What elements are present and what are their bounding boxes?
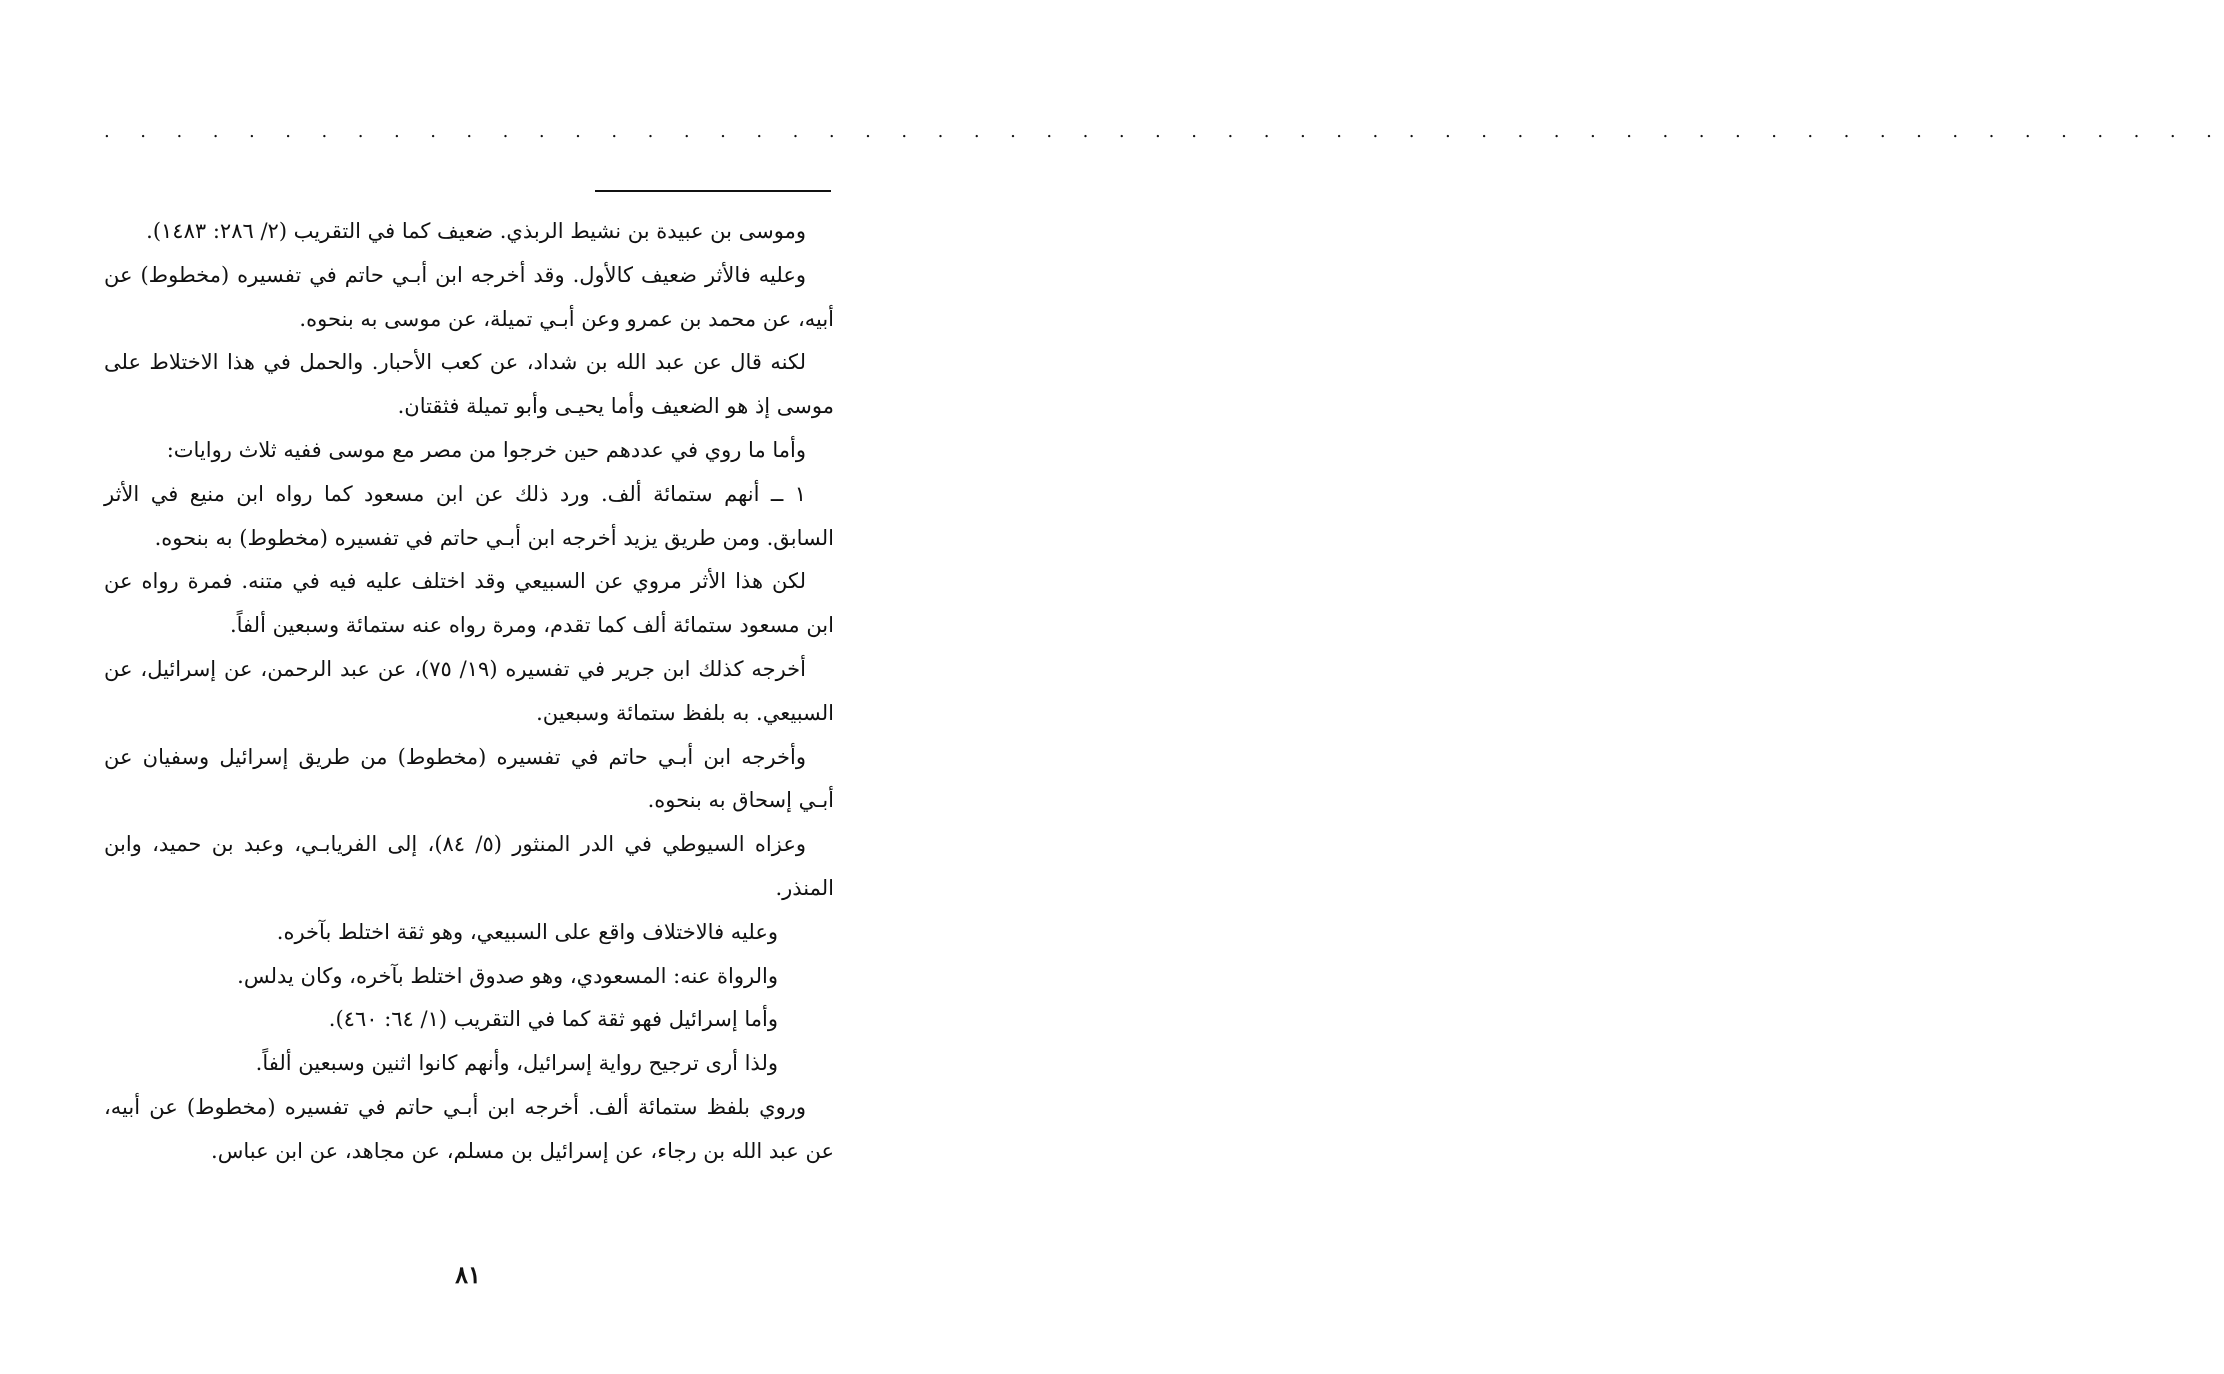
paragraph: وروي بلفظ ستمائة ألف. أخرجه ابن أبـي حاتم في تفسيره (مخطوط) عن أبيه، عن عبد الله بن رجاء، عن إسرائيل بن مسلم، عن مجاهد، عن ابن عباس.	[104, 1094, 834, 1163]
page-number: ٨١	[455, 1260, 481, 1289]
paragraph: وموسى بن عبيدة بن نشيط الربذي. ضعيف كما في التقريب (٢/ ٢٨٦: ١٤٨٣).	[146, 219, 806, 243]
paragraph: أخرجه كذلك ابن جرير في تفسيره (١٩/ ٧٥)، عن عبد الرحمن، عن إسرائيل، عن السبيعي. به بلفظ ستمائة وسبعين.	[104, 656, 834, 725]
footnote-rule	[595, 190, 831, 192]
paragraph: وأخرجه ابن أبـي حاتم في تفسيره (مخطوط) من طريق إسرائيل وسفيان عن أبـي إسحاق به بنحوه.	[104, 744, 834, 813]
paragraph: لكنه قال عن عبد الله بن شداد، عن كعب الأحبار. والحمل في هذا الاختلاط على موسى إذ هو الضعيف وأما يحيـى وأبو تميلة فثقتان.	[104, 350, 834, 419]
paragraph: لكن هذا الأثر مروي عن السبيعي وقد اختلف عليه فيه في متنه. فمرة رواه عن ابن مسعود ستمائة ألف كما تقدم، ومرة رواه عنه ستمائة وسبعين ألفاً.	[104, 569, 834, 638]
indented-paragraph: والرواة عنه: المسعودي، وهو صدوق اختلط بآخره، وكان يدلس.	[237, 963, 778, 988]
paragraph: وعزاه السيوطي في الدر المنثور (٥/ ٨٤)، إلى الفريابـي، وعبد بن حميد، وابن المنذر.	[104, 832, 834, 900]
paragraph: وعليه فالأثر ضعيف كالأول. وقد أخرجه ابن أبـي حاتم في تفسيره (مخطوط) عن أبيه، عن محمد بن عمرو وعن أبـي تميلة، عن موسى به بنحوه.	[104, 262, 834, 331]
indented-paragraph: ولذا أرى ترجيح رواية إسرائيل، وأنهم كانوا اثنين وسبعين ألفاً.	[255, 1051, 778, 1076]
paragraph: ١ ــ أنهم ستمائة ألف. ورد ذلك عن ابن مسعود كما رواه ابن منيع في الأثر السابق. ومن طريق يزيد أخرجه ابن أبـي حاتم في تفسيره (مخطوط) به بنحوه.	[104, 481, 834, 550]
indented-paragraph: وأما إسرائيل فهو ثقة كما في التقريب (١/ ٦٤: ٤٦٠).	[328, 1007, 778, 1032]
dotted-separator: . . . . . . . . . . . . . . . . . . . . . . . . . . . . . . . . . . . . . . . . . . . . . . . . . . . . . . . . . . .	[104, 121, 2224, 142]
indented-paragraph: وعليه فالاختلاف واقع على السبيعي، وهو ثقة اختلط بآخره.	[276, 919, 778, 944]
paragraph: وأما ما روي في عددهم حين خرجوا من مصر مع موسى ففيه ثلاث روايات:	[166, 437, 806, 462]
page-body	[104, 210, 834, 1174]
